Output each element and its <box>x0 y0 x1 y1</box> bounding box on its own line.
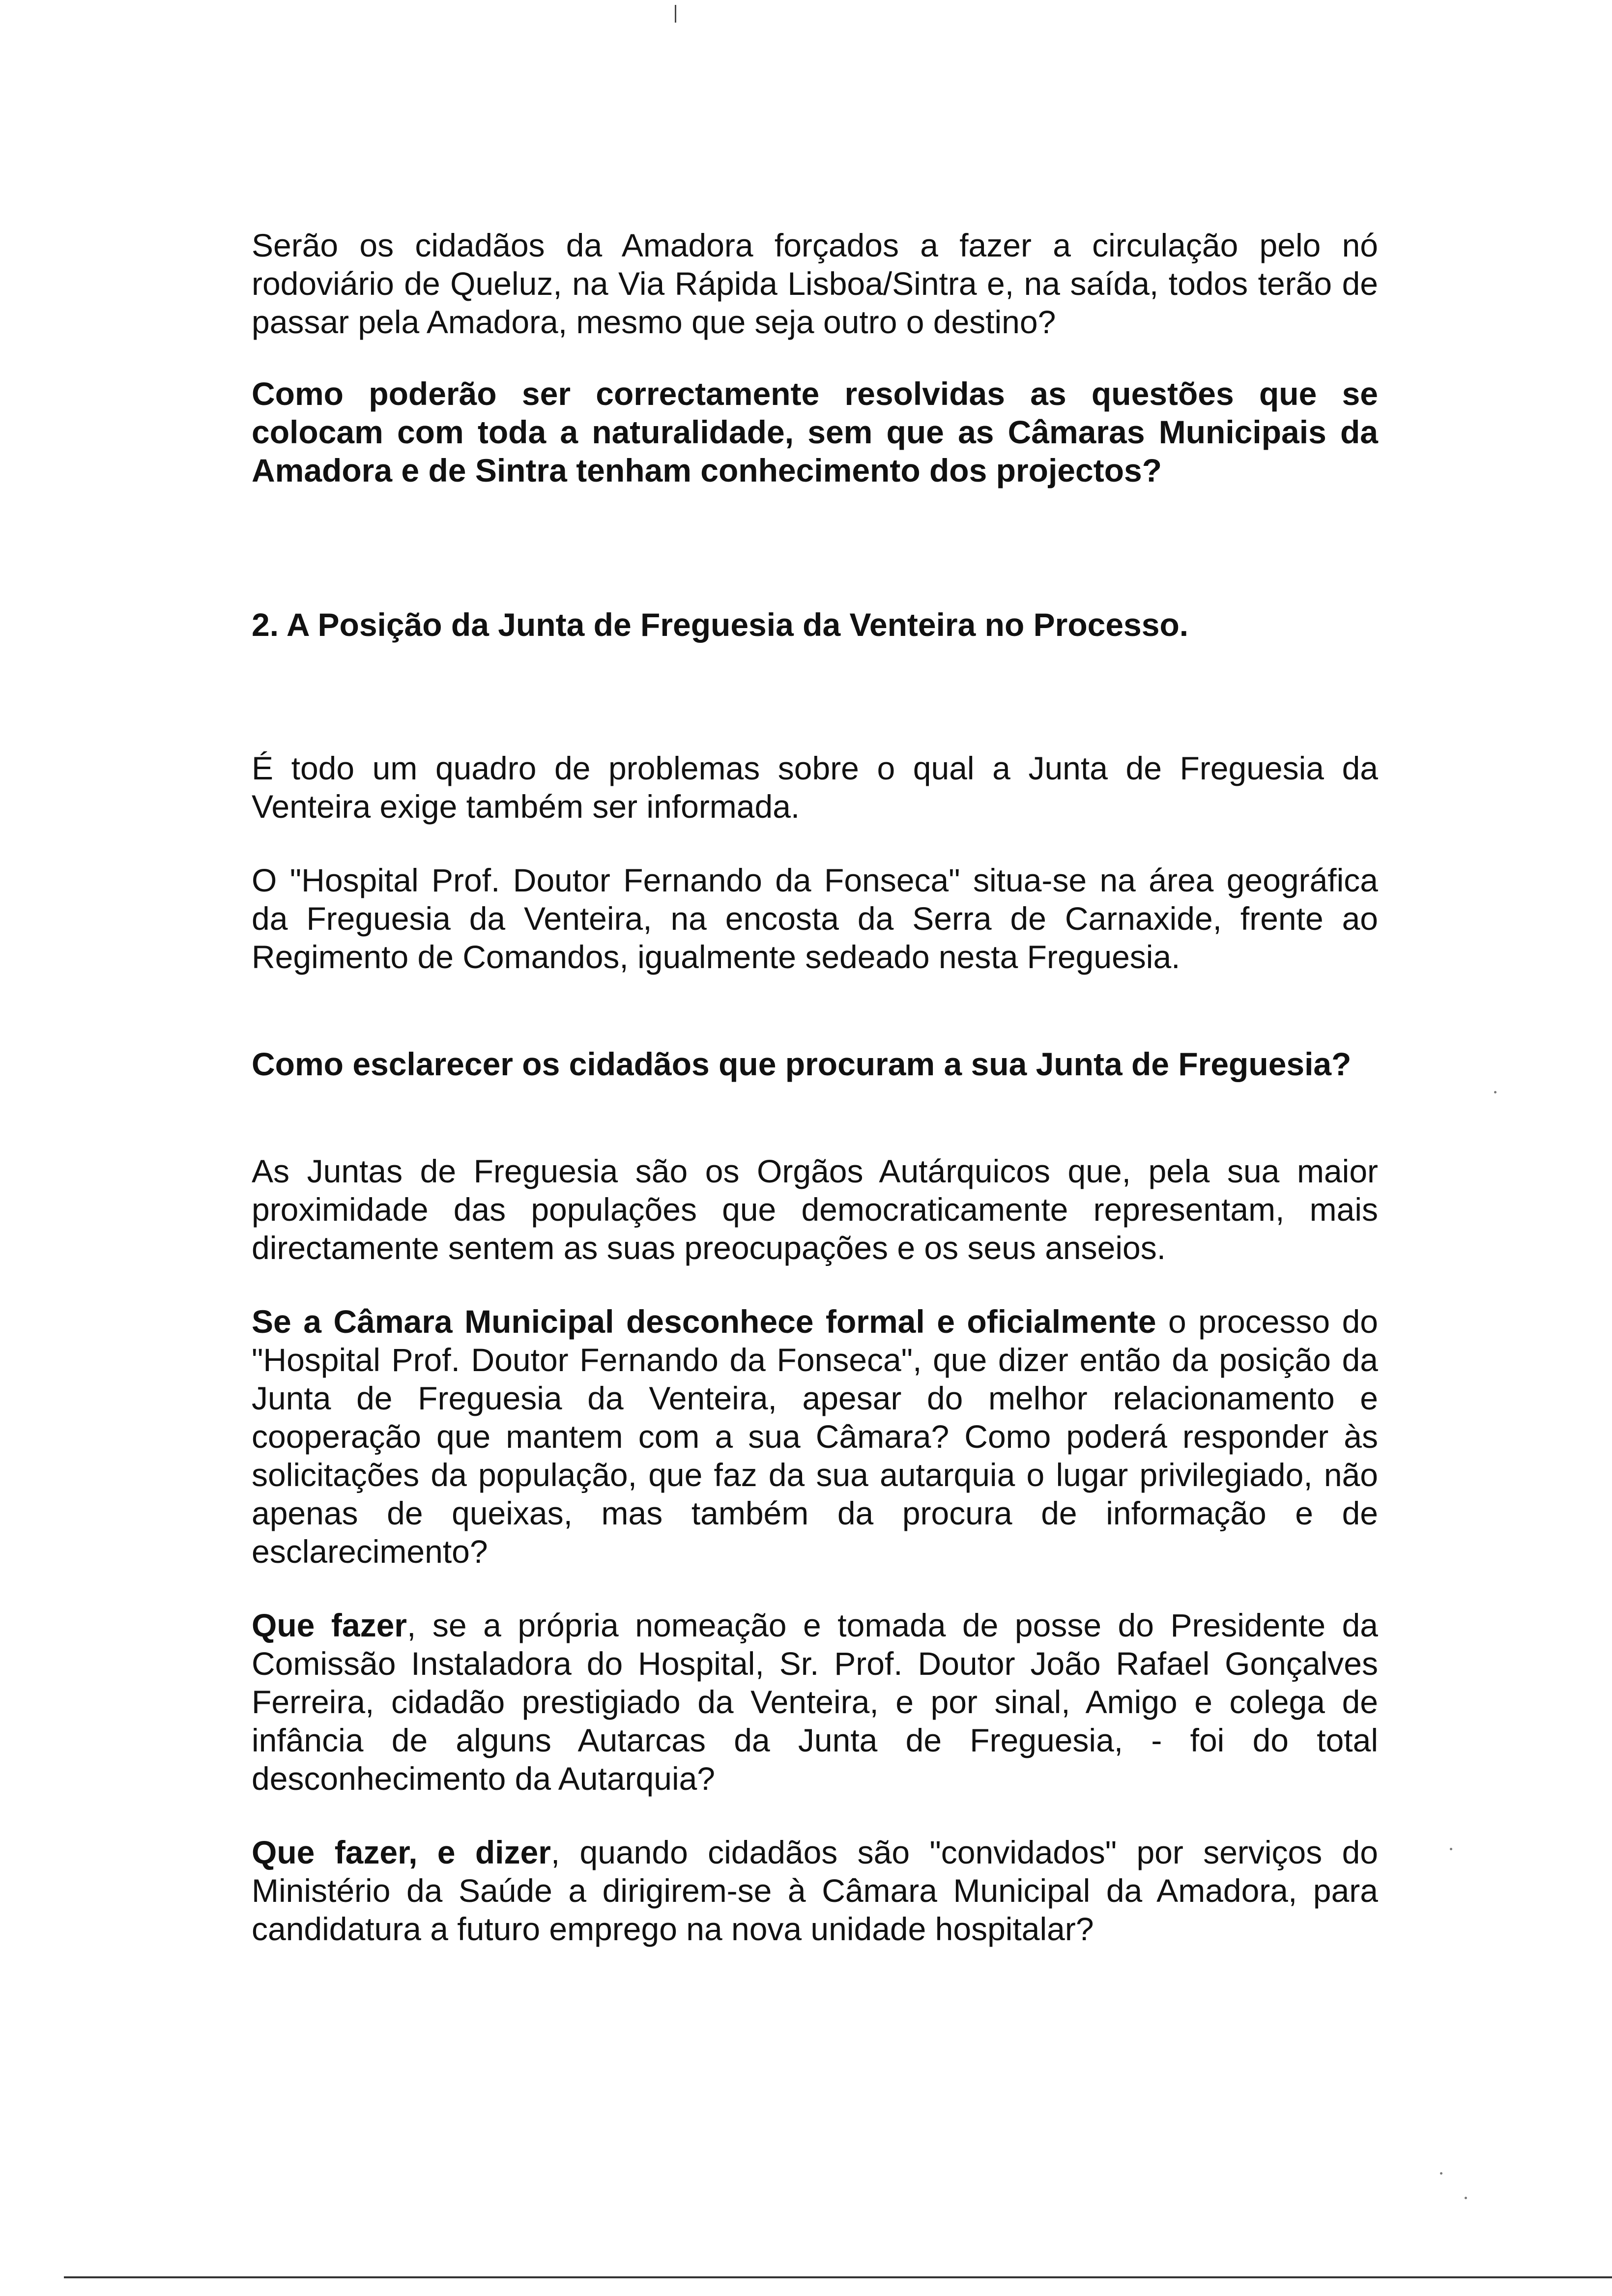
scan-speck <box>1450 1848 1452 1850</box>
paragraph-que-fazer-text: , se a própria nomeação e tomada de posse do Presidente da Comissão Instaladora do Hospital, Sr. Prof. Doutor João Rafael Gonçalves Ferreira, cidadão prestigiado da Venteira, e por sinal, Amigo e colega de infância de alguns Autarcas da Junta de Freguesia, - foi do total desconhecimento da Autarquia? <box>252 1607 1378 1797</box>
paragraph-problems: É todo um quadro de problemas sobre o qual a Junta de Freguesia da Venteira exige também ser informada. <box>252 750 1378 825</box>
paragraph-hospital-location: O "Hospital Prof. Doutor Fernando da Fonseca" situa-se na área geográfica da Freguesia da Venteira, na encosta da Serra de Carnaxide, frente ao Regimento de Comandos, igualmente sedeado nesta Freguesia. <box>252 862 1378 975</box>
scan-speck <box>1494 1091 1497 1093</box>
section-heading-citizens: Como esclarecer os cidadãos que procuram a sua Junta de Freguesia? <box>252 1046 1352 1082</box>
lead-bold-camara: Se a Câmara Municipal desconhece formal e oficialmente <box>252 1303 1156 1340</box>
scan-speck <box>1465 2197 1467 2199</box>
paragraph-camara <box>252 1302 1378 1571</box>
lead-bold-que-fazer: Que fazer <box>252 1607 407 1643</box>
section-heading-2: 2. A Posição da Junta de Freguesia da Venteira no Processo. <box>252 606 1189 643</box>
scan-mark <box>675 5 676 23</box>
paragraph-que-fazer-dizer <box>252 1833 1378 1948</box>
document-body <box>252 226 1378 1948</box>
scan-speck <box>1440 2172 1442 2175</box>
paragraph-que-fazer <box>252 1606 1378 1798</box>
paragraph-circulation-question: Serão os cidadãos da Amadora forçados a fazer a circulação pelo nó rodoviário de Queluz, na Via Rápida Lisboa/Sintra e, na saída, todos terão de passar pela Amadora, mesmo que seja outro o destino? <box>252 227 1378 340</box>
paragraph-que-fazer-dizer-text: , quando cidadãos são "convidados" por serviços do Ministério da Saúde a dirigirem-se à Câmara Municipal da Amadora, para candidatura a futuro emprego na nova unidade hospitalar? <box>252 1834 1378 1947</box>
footer-rule <box>64 2276 1612 2278</box>
paragraph-juntas: As Juntas de Freguesia são os Orgãos Autárquicos que, pela sua maior proximidade das populações que democraticamente representam, mais directamente sentem as suas preocupações e os seus anseios. <box>252 1153 1378 1266</box>
paragraph-camara-text: o processo do "Hospital Prof. Doutor Fernando da Fonseca", que dizer então da posição da Junta de Freguesia da Venteira, apesar do melhor relacionamento e cooperação que mantem com a sua Câmara? Como poderá responder às solicitações da população, que faz da sua autarquia o lugar privilegiado, não apenas de queixas, mas também da procura de informação e de esclarecimento? <box>252 1303 1379 1570</box>
lead-bold-que-fazer-dizer: Que fazer, e dizer <box>252 1834 551 1870</box>
paragraph-bold-question: Como poderão ser correctamente resolvidas as questões que se colocam com toda a naturalidade, sem que as Câmaras Municipais da Amadora e de Sintra tenham conhecimento dos projectos? <box>252 375 1378 488</box>
